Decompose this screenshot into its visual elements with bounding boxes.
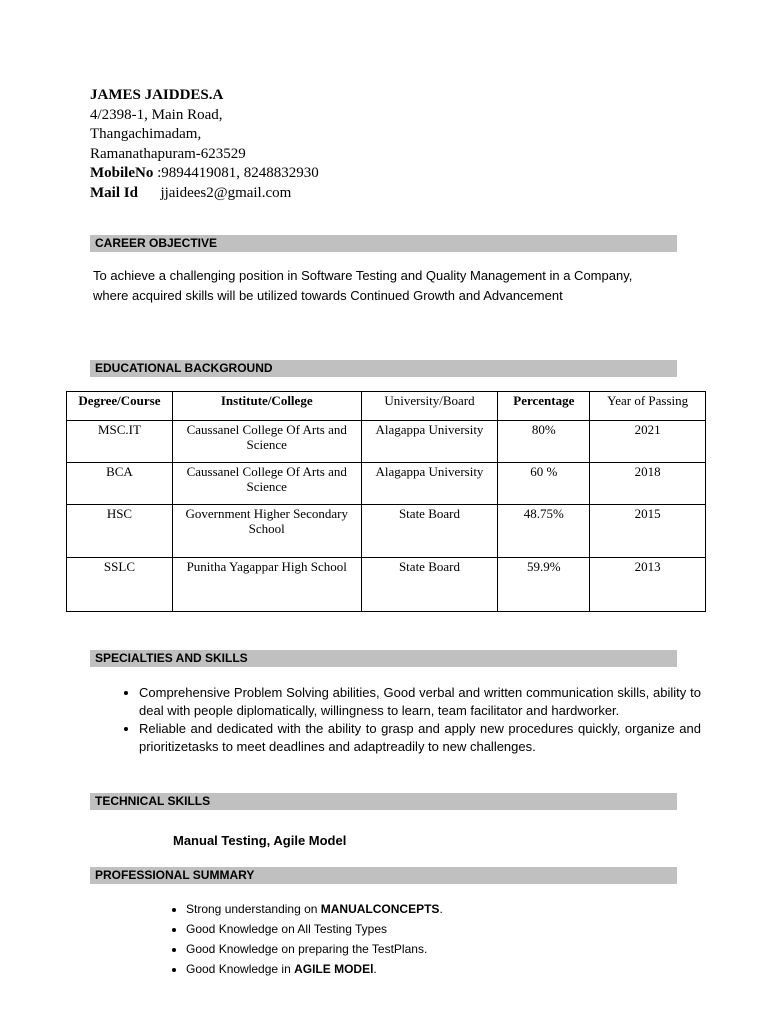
- percentage-cell: 60 %: [498, 463, 590, 505]
- address-line-2: Thangachimadam,: [90, 126, 202, 142]
- specialties-heading-text: SPECIALTIES AND SKILLS: [95, 651, 248, 665]
- university-cell: Alagappa University: [361, 421, 498, 463]
- university-cell: Alagappa University: [361, 463, 498, 505]
- year-cell: 2015: [590, 505, 706, 558]
- list-item: • Comprehensive Problem Solving abilities, Good verbal and written communication skills, ability to deal with people diplomatically, willingness to learn, team facilitator and hardworker.: [139, 684, 701, 720]
- summary-suffix: .: [373, 962, 377, 976]
- university-cell: State Board: [361, 505, 498, 558]
- contact-block: [90, 86, 319, 203]
- list-item: [186, 919, 443, 939]
- list-item: • Reliable and dedicated with the ability to grasp and apply new procedures quickly, organize and prioritizetasks to meet deadlines and adaptreadily to new challenges.: [139, 720, 701, 756]
- mobile-line: [90, 164, 319, 184]
- year-cell: 2013: [590, 558, 706, 612]
- percentage-cell: 48.75%: [498, 505, 590, 558]
- professional-summary-list: [160, 899, 443, 979]
- mobile-label: MobileNo: [90, 165, 154, 181]
- degree-cell: SSLC: [67, 558, 173, 612]
- summary-text: Strong understanding on: [186, 902, 321, 916]
- degree-cell: MSC.IT: [67, 421, 173, 463]
- education-heading-text: EDUCATIONAL BACKGROUND: [95, 361, 273, 375]
- professional-summary-heading-text: PROFESSIONAL SUMMARY: [95, 868, 255, 882]
- list-item: [186, 899, 443, 919]
- list-item: [186, 959, 443, 979]
- technical-skills-heading: [90, 793, 677, 810]
- education-heading: [90, 360, 677, 377]
- percentage-cell: 80%: [498, 421, 590, 463]
- mail-label: Mail Id: [90, 184, 138, 201]
- specialties-heading: [90, 650, 677, 667]
- summary-text: Good Knowledge on All Testing Types: [186, 922, 388, 936]
- technical-skills-text: Manual Testing, Agile Model: [173, 833, 347, 848]
- mail-value: jjaidees2@gmail.com: [160, 184, 292, 201]
- year-cell: 2018: [590, 463, 706, 505]
- header-year: Year of Passing: [590, 392, 706, 421]
- professional-summary-heading: [90, 867, 677, 884]
- list-item: [186, 939, 443, 959]
- summary-text: Good Knowledge on preparing the TestPlans.: [186, 942, 428, 956]
- degree-cell: HSC: [67, 505, 173, 558]
- header-university: University/Board: [361, 392, 498, 421]
- summary-text: Good Knowledge in: [186, 962, 295, 976]
- institute-cell: Caussanel College Of Arts and Science: [172, 463, 361, 505]
- percentage-cell: 59.9%: [498, 558, 590, 612]
- institute-cell: Caussanel College Of Arts and Science: [172, 421, 361, 463]
- education-header-row: [67, 392, 706, 421]
- institute-cell: Punitha Yagappar High School: [172, 558, 361, 612]
- degree-cell: BCA: [67, 463, 173, 505]
- mail-line: [90, 184, 319, 204]
- header-degree: Degree/Course: [67, 392, 173, 421]
- header-percentage: Percentage: [498, 392, 590, 421]
- specialties-list: [112, 684, 701, 756]
- table-row: [67, 505, 706, 558]
- career-objective-text: To achieve a challenging position in Software Testing and Quality Management in a Company, where acquired skills will be utilized towards Continued Growth and Advancement: [93, 268, 633, 303]
- summary-suffix: .: [439, 902, 443, 916]
- address-line-1: 4/2398-1, Main Road,: [90, 106, 223, 123]
- mobile-value: :9894419081, 8248832930: [157, 165, 319, 181]
- institute-cell: Government Higher Secondary School: [172, 505, 361, 558]
- summary-bold: MANUALCONCEPTS: [320, 902, 440, 916]
- education-table: [66, 391, 706, 612]
- summary-bold: AGILE MODEl: [294, 962, 374, 976]
- technical-skills-heading-text: TECHNICAL SKILLS: [95, 794, 211, 808]
- university-cell: State Board: [361, 558, 498, 612]
- address-line-3: Ramanathapuram-623529: [90, 145, 246, 162]
- candidate-name: JAMES JAIDDES.A: [90, 87, 224, 103]
- table-row: [67, 558, 706, 612]
- career-objective-heading-text: CAREER OBJECTIVE: [95, 236, 218, 250]
- year-cell: 2021: [590, 421, 706, 463]
- table-row: [67, 463, 706, 505]
- career-objective-heading: [90, 235, 677, 252]
- table-row: [67, 421, 706, 463]
- header-institute: Institute/College: [172, 392, 361, 421]
